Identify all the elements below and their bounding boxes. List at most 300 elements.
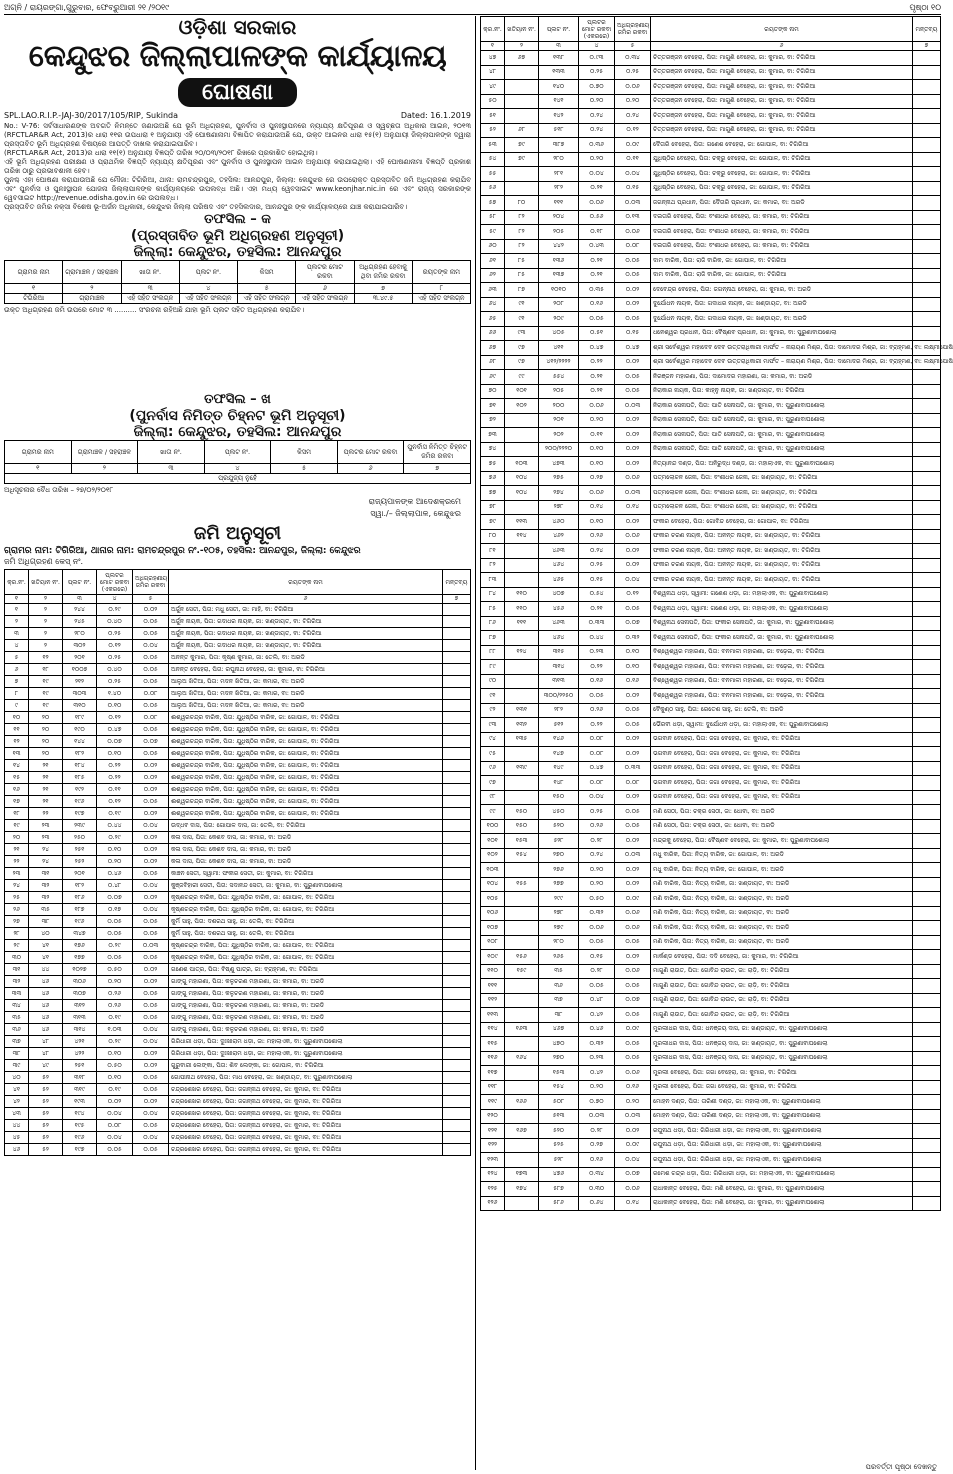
table-cell: ୪୩ [5,1108,29,1120]
table-cell: ଦାମ ବାରିକ, ପିତା: ରାଜି ବାରିକ, ଜା: ଗୋପାଳ, ବା: ଟିଗିରିଆ [651,268,913,283]
table-cell: ପ୍ଲଟର ମୋଟ ରକବା [337,441,404,464]
table-cell: ବିଶ୍ୱନାଥ ସେନାପତି, ପିତା: ଫକୀର ସେନାପତି, ଜା: କୁମାର, ବା: ପୁରୁଣାବାଘଶୋଲା [651,616,913,631]
table-cell: ୪୬୦ [539,515,579,530]
table-cell: ୦.୧୫ [615,326,651,341]
table-cell [505,993,539,1008]
table-cell: ୦.୦୫ [97,1144,133,1156]
table-cell: ୦.୨୭ [579,471,615,486]
table-cell: ୯୩ [481,718,505,733]
table-cell: ଚିତ୍ତରଞ୍ଜନ ବେହେରା, ପିତା: ମାଗୁଣି ବେହେରା, ଜା: କୁମାର, ବା: ଟିଗିରିଆ [651,80,913,95]
table-cell: ୩୪ [5,1000,29,1012]
table-cell: ୦.୦୫ [133,616,169,628]
table-cell: ୧୧୩ [481,1008,505,1023]
table-cell: ୨୧ [29,784,63,796]
table-cell: ମୁରଲୀ ବେହେରା, ପିତା: ଜଗା ବେହେରା, ଜା: କୁମାର, ବା: ଟିଗିରିଆ [651,1080,913,1095]
table-cell: ୪୮ [481,65,505,80]
remarks-cell [443,676,471,688]
remarks-cell [913,283,941,298]
table-cell: ଗାଙ୍ଗୁ ମହାରଣା, ପିତା: କଳୁଚରଣ ମହାରଣା, ଜା: କମାର, ବା: ଅରଡି [169,988,443,1000]
table-cell: ୧୨୦ [481,1109,505,1124]
table-cell: ୨୫୧ [63,844,97,856]
table-row [5,1096,471,1108]
table-cell: ୧୪ [5,760,29,772]
table-row [5,1000,471,1012]
table-cell: ଚନ୍ଦ୍ରଶେଖର ବେହେରା, ପିତା: ଜଗନ୍ନାଥ ବେହେରା, ଜା: କୁମାର, ବା: ଟିଗିରିଆ [169,1108,443,1120]
table-cell: ୧୨୧ [481,1124,505,1139]
table-cell [505,80,539,95]
table-cell: ୪୪ [5,1120,29,1132]
table-cell: ୨୭୪ [539,486,579,501]
table-cell: ୧୪୨ [539,109,579,124]
table-cell: ବୈକୁଣ୍ଠ ସାହୁ, ପିତା: ରେତେଶ ସାହୁ, ଜା: ତେଲି, ବା: ଅରଡି [651,703,913,718]
table-cell: ୨୭୭ [539,877,579,892]
remarks-cell [913,979,941,994]
table-cell: କୃଷ୍ଣଚନ୍ଦ୍ର ବାରିକ, ପିତା: ଯୁଧିଷ୍ଠିର ବାରିକ, ଜା: ଗୋପାଳ, ବା: ଟିଗିରିଆ [169,952,443,964]
table-cell: ୦.୦୪ [97,1108,133,1120]
table-cell: ୨୩ [29,820,63,832]
table-cell: ୫୧୨ [539,718,579,733]
table-cell: ୦.୦୪ [133,880,169,892]
table-cell: ୦.୦୪ [615,1153,651,1168]
remarks-cell [913,993,941,1008]
table-cell: ୦.୦୯ [615,1022,651,1037]
remarks-cell [443,1108,471,1120]
table-cell: ୪୪ [29,964,63,976]
table-cell: ୦.୨୨ [97,760,133,772]
remarks-cell [913,732,941,747]
table-cell: ୧୯୬ [63,796,97,808]
table-cell: ୦.୧୨ [615,587,651,602]
table-cell: ଦଇତାରି ବେହେରା, ପିତା: ବଂଶୀଧର ବେହେରା, ଜା: କମାର, ବା: ଟିଗିରିଆ [651,210,913,225]
table-cell: ୦.୦୫ [133,1012,169,1024]
table-cell: ୫୨ [29,1108,63,1120]
table-cell: ୦.୫୦ [579,892,615,907]
table-cell: ୦.୫୬ [579,210,615,225]
table-cell: ୨୫୧ [63,1060,97,1072]
table-row [481,457,941,472]
table-cell: ବିଶ୍ୱେଶ୍ୱର ମହାରଣା, ପିତା: ବନମାଳୀ ମହାରଣା, ଜା: ବଢ଼େଇ, ବା: ଟିଗିରିଆ [651,660,913,675]
table-cell: ୫୬ [481,181,505,196]
table-cell: ଯୁଧିଷ୍ଠିର ବେହେରା, ପିତା: ଚକ୍ରୁ ବେହେରା, ଜା: ଗୋପାଳ, ବା: ଟିଗିରିଆ [651,152,913,167]
table-row [5,880,471,892]
table-cell: ୦.୨୫ [579,558,615,573]
table-row [481,413,941,428]
table-cell: ୩୦୭ [63,988,97,1000]
table-row [5,832,471,844]
table-cell: ୧୯୦ [63,724,97,736]
table-cell: ୦.୦୩ [615,399,651,414]
table-cell: ପ୍ଲଟର ମୋଟ ରକବା [296,261,354,284]
table-row [5,760,471,772]
table-cell: ୨୭୬ [539,863,579,878]
table-cell: ୬୧ [481,254,505,269]
remarks-cell [443,976,471,988]
table-cell: କିସମ [271,441,338,464]
table-row [481,1182,941,1197]
table-cell: ମୁରଲୀଧର ଦାସ, ପିତା: ଧନଞ୍ଜୟ ଦାସ, ଜା: ଖଣ୍ଡାୟତ, ବା: ପୁରୁଣାବାଘଶୋଲା [651,1051,913,1066]
table-row [481,51,941,66]
table-cell: ଉଦ୍ଧବ ଦାସ, ପିତା: ଗୋପାଳ ଦାସ, ଜା: ତେଲି, ବା: ଟିଗିରିଆ [169,820,443,832]
table-cell: ୦.୦୨ [615,747,651,762]
table-cell: ୭୯ [505,138,539,153]
table-cell: ୩୮ [539,1008,579,1023]
table-cell: ୩୭ [5,1036,29,1048]
table-cell: ୦.୨୭ [579,1138,615,1153]
table-cell: ଏହି ସହିତ ସଂଲଗ୍ନ [179,294,237,304]
table-cell: ୨ [71,464,138,474]
table-cell: ଅଧିଗ୍ରହଣୀୟ ଜମିର ରକବା [133,570,169,595]
table-cell: ୩୧୦ [63,700,97,712]
table-cell: ୧୯ [29,688,63,700]
table-cell: ୫୧ [481,109,505,124]
table-row [481,312,941,327]
table-cell: ୨୭୦ [539,848,579,863]
signature-line-2: ସ୍ୱା./– ଜିଲ୍ଲାପାଳ, କେନ୍ଦୁଝର [370,509,461,518]
table-cell: ୭୭ [481,486,505,501]
table-row [481,1138,941,1153]
table-cell: ୦.୧୯ [97,808,133,820]
table-row [481,167,941,182]
table-row [481,1008,941,1023]
table-cell: ୦.୪୪ [97,820,133,832]
table-cell: ଗାଙ୍ଗୁ ମହାରଣା, ପିତା: କଳୁଚରଣ ମହାରଣା, ଜା: କମାର, ବା: ଅରଡି [169,1012,443,1024]
table-cell: ୨୦୧ [63,652,97,664]
table-cell: ୦.୧୨ [615,123,651,138]
table-cell: ବିଶ୍ୱନାଥ ଧଡ଼ା, ସ୍ୱାମୀ: ଗଣେଶ ଧଡ଼ା, ଜା: ମହାଲାଏକ, ବା: ପୁରୁଣାବାଘଶୋଲା [651,587,913,602]
table-cell: ୨୬୫ [539,950,579,965]
table-cell: ୦.୦୩ [133,940,169,952]
table-row [5,940,471,952]
table-cell: ୪୬୭ [539,1022,579,1037]
table-cell: ୭୬ [481,471,505,486]
table-cell: ୦.୨୫ [579,65,615,80]
remarks-cell [443,652,471,664]
table-cell: ରାଧାକାନ୍ତ ବେହେରା, ପିତା: ମଣି ବେହେରା, ଜା: କୁମାର, ବା: ପୁରୁଣାବାଘଶୋଲା [651,1182,913,1197]
table-cell: ଖାତା ନଂ. [138,441,205,464]
table-row [5,1060,471,1072]
remarks-cell [913,384,941,399]
publication-date: ଅଧିସୂଚନାର ବୈଧ ତାରିଖ – ୨୭/୦୨/୨୦୧୮ [4,486,114,494]
table-cell: ଦଇତାରି ବେହେରା, ପିତା: ବଂଶୀଧର ବେହେରା, ଜା: କମାର, ବା: ଟିଗିରିଆ [651,225,913,240]
table-row [5,664,471,676]
table-cell: ୮୦ [505,196,539,211]
table-cell: ୩୫ [29,904,63,916]
table-cell: ୦.୦୨ [615,689,651,704]
table-cell: ୪୦ [5,1072,29,1084]
table-cell: ଫକୀର ଚରଣ ନାୟକ, ପିତା: ଅନନ୍ତ ନାୟକ, ଜା: ଖଣ୍ଡାୟତ, ବା: ଟିଗିରିଆ [651,544,913,559]
remarks-cell [443,880,471,892]
table-row [5,1144,471,1156]
table-cell: ୦.୦୬ [615,1182,651,1197]
table-cell: ଭୈରବୀ ଧଡ଼ା, ସ୍ୱାମୀ: ଦୁର୍ଯୋଧନ ଧଡ଼ା, ଜା: ମହାଲାଏକ, ବା: ପୁରୁଣାବାଘଶୋଲା [651,718,913,733]
table-cell: ୧୦୧୦ [539,283,579,298]
table-cell: ୦.୧୦ [97,700,133,712]
table-cell: ୦.୪୭ [615,341,651,356]
table-cell: ୦.୦୮ [133,688,169,700]
table-cell: ୦.୦୨ [133,808,169,820]
table-cell: ୦.୦୬ [615,225,651,240]
table-cell: ୦.୦୫ [133,868,169,880]
table-row [481,65,941,80]
table-cell: ୦.୦୨ [615,413,651,428]
table-cell: ୦.୧୦ [97,844,133,856]
table-cell: ୪୬ [29,1024,63,1036]
table-cell: ବିଶ୍ୱେଶ୍ୱର ମହାରଣା, ପିତା: ବନମାଳୀ ମହାରଣା, ଜା: ବଢ଼େଇ, ବା: ଟିଗିରିଆ [651,674,913,689]
table-cell: ୧୯୩ [63,1096,97,1108]
remarks-cell [443,784,471,796]
table-cell: ୦.୧୭ [97,904,133,916]
table-cell: ୩୨ [29,880,63,892]
table-cell [505,892,539,907]
table-cell: ୧୫ [5,772,29,784]
table-cell: ୩୫ [5,1012,29,1024]
table-cell: ଈଶ୍ୱରଚନ୍ଦ୍ର ବାରିକ, ପିତା: ଯୁଧିଷ୍ଠିର ବାରିକ, ଜା: ଗୋପାଳ, ବା: ଟିଗିରିଆ [169,712,443,724]
table-cell: ୦.୪୬ [97,868,133,880]
table-cell [505,631,539,646]
table-cell: ୩୬ [539,979,579,994]
remarks-cell [913,1153,941,1168]
table-cell: ୨୪୪ [63,604,97,616]
table-cell: ୨ [29,640,63,652]
table-cell [505,1109,539,1124]
table-cell [505,167,539,182]
table-cell: ୧୧୩ [505,515,539,530]
table-cell: ୦.୦୨ [615,863,651,878]
table-cell: ୦.୦୨ [133,1060,169,1072]
table-cell: ୪୬୩ [539,616,579,631]
table-cell: ୧୦୫ [481,892,505,907]
table-cell: ଗିରିଧାରୀ ଧଡ଼ା, ପିତା: ଦୁଃଖୀରାମ ଧଡ଼ା, ଜା: ମହାଲାଏକ, ବା: ପୁରୁଣାବାଘଶୋଲା [169,1048,443,1060]
table-cell: ୦.୦୫ [615,1008,651,1023]
table-cell: ଚନ୍ଦ୍ରଶେଖର ବେହେରା, ପିତା: ଜଗନ୍ନାଥ ବେହେରା, ଜା: କୁମାର, ବା: ଟିଗିରିଆ [169,1084,443,1096]
remarks-cell [913,950,941,965]
remarks-cell [913,109,941,124]
table-cell: ୦.୨୬ [579,819,615,834]
table-cell: ୦.୨୦ [615,94,651,109]
table-cell: ୫୨୮ [539,834,579,849]
table-cell: ୭ [5,676,29,688]
table-row [481,1095,941,1110]
table-cell: ୧୯୨ [63,784,97,796]
reference-line [4,111,471,120]
table-cell: ୦.୩୨ [579,906,615,921]
table-cell: ୦.୧୯ [97,1084,133,1096]
table-cell: ୦.୦୭ [615,1167,651,1182]
table-cell: ୦.୦୨ [615,558,651,573]
table-cell: ୪୬୩ [539,544,579,559]
table-cell: ୧୪୭ [539,747,579,762]
table-cell: ୨୮୦ [63,628,97,640]
table-cell: ୪୭୩ [539,457,579,472]
table-cell: ୧୧୦ [505,587,539,602]
table-cell: ୧୧୯ [481,1095,505,1110]
table-row [481,210,941,225]
table-row [5,796,471,808]
table-cell: ୪୬ [29,1012,63,1024]
table-row [5,784,471,796]
table-row [5,820,471,832]
remarks-cell [913,1066,941,1081]
table-cell: ୦.୦୮ [133,712,169,724]
schedule-a-subtitle: (ପ୍ରସ୍ତାବିତ ଭୂମି ଅଧିଗ୍ରହଣ ଅନୁସୂଚୀ) [130,228,345,244]
table-row [481,602,941,617]
table-cell: ୧୨୬ [481,1196,505,1211]
remarks-cell [443,1132,471,1144]
land-schedule-title: ଜମି ଅନୁସୂଚୀ [193,523,282,544]
table-cell: ୧୯ [29,676,63,688]
table-cell: ୦.୦୫ [615,935,651,950]
table-cell: ୨୫୦ [63,832,97,844]
table-cell: ୨୦୫ [539,384,579,399]
table-cell: ୦.୪୮ [97,880,133,892]
table-cell: ୧୩୭ [539,268,579,283]
table-cell: ମାଗୁଣି ରାଉତ, ପିତା: ଗୋବିନ୍ଦ ରାଉତ, ଜା: ରାଡ଼ି, ବା: ଟିଗିରିଆ [651,1008,913,1023]
table-cell: ୪୦୫ [539,326,579,341]
remarks-cell [443,964,471,976]
table-cell: ମଣି ସେଠୀ, ପିତା: ଚକ୍ର ସେଠୀ, ଜା: ଧୋବା, ବା: ଅରଡି [651,819,913,834]
land-table-left [4,569,471,1156]
table-row [481,921,941,936]
table-cell: ୯୯ [481,805,505,820]
table-cell: ପତ୍ମଲୋଚନ ଜେନା, ପିତା: ବଂଶୀଧର ଜେନା, ଜା: ଖଣ୍ଡାୟତ, ବା: ଟିଗିରିଆ [651,471,913,486]
table-row [5,892,471,904]
table-row [481,790,941,805]
table-cell: ୫୨ [29,1096,63,1108]
table-cell: ୮୪ [481,587,505,602]
table-cell: ୦.୦୫ [133,1084,169,1096]
table-cell: ୦.୦୫ [133,988,169,1000]
table-cell: ଭଗବାନ ବେହେରା, ପିତା: ଜଗା ବେହେରା, ଜା: କୁମାର, ବା: ଟିଗିରିଆ [651,761,913,776]
table-cell: ନିତ୍ୟାନନ୍ଦ ଦଣ୍ଡ, ପିତା: ଅନିରୁଦ୍ଧ ଦଣ୍ଡ, ଜା: ମହାଲାଏକ, ବା: ପୁରୁଣାବାଘଶୋଲା [651,457,913,472]
table-row [5,628,471,640]
table-cell: ରାଧାକାନ୍ତ ବେହେରା, ପିତା: ମଣି ବେହେରା, ଜା: କୁମାର, ବା: ପୁରୁଣାବାଘଶୋଲା [651,1196,913,1211]
remarks-cell [443,1096,471,1108]
table-row [5,964,471,976]
table-cell: ୧୦୨ [505,399,539,414]
table-cell: ୩୭ [539,993,579,1008]
table-cell: ଗ୍ରାମାଞ୍ଚଳ [63,294,121,304]
table-cell: ୦.୪୪ [579,631,615,646]
table-cell: ୦.୨୯ [97,832,133,844]
table-cell: ୧୫୩ [505,834,539,849]
table-cell: ୦.୦୬ [579,921,615,936]
table-cell: ବିଶ୍ୱେଶ୍ୱର ମହାରଣା, ପିତା: ବନମାଳୀ ମହାରଣା, ଜା: ବଢ଼େଇ, ବା: ଟିଗିରିଆ [651,645,913,660]
table-cell: ଗିରିଧାରୀ ଧଡ଼ା, ପିତା: ଦୁଃଖୀରାମ ଧଡ଼ା, ଜା: ମହାଲାଏକ, ବା: ପୁରୁଣାବାଘଶୋଲା [169,1036,443,1048]
table-cell: ୫୨ [29,1084,63,1096]
table-cell: ୧୪୯ [539,761,579,776]
table-cell: ୦.୦୫ [579,312,615,327]
table-cell: ୦.୪୦ [97,664,133,676]
table-row [481,268,941,283]
schedule-b-district: ଜିଲ୍ଲା: କେନ୍ଦୁଝର, ତହସିଲ: ଆନନ୍ଦପୁର [133,424,342,440]
table-cell: ୨୦୦ [539,399,579,414]
remarks-cell [443,820,471,832]
remarks-cell [913,268,941,283]
table-cell: ୦.୧୫ [615,181,651,196]
table-cell: ୬ [651,42,913,51]
table-cell: ୯୧ [505,312,539,327]
table-cell: ୧୯୪ [63,1108,97,1120]
table-cell: ମୁରଲୀଧର ଦାସ, ପିତା: ଧନଞ୍ଜୟ ଦାସ, ଜା: ଖଣ୍ଡାୟତ, ବା: ପୁରୁଣାବାଘଶୋଲା [651,1037,913,1052]
table-cell: ୧୫୬ [505,950,539,965]
table-cell: ୯୩ [505,326,539,341]
table-cell: ୨ [505,42,539,51]
table-cell: ୦.୨୦ [579,877,615,892]
table-cell: ୨୯ [5,940,29,952]
table-cell: ୦.୦୨ [133,892,169,904]
table-cell: ଚନ୍ଦ୍ରଶେଖର ବେହେରା, ପିତା: ଜଗନ୍ନାଥ ବେହେରା, ଜା: କୁମାର, ବା: ଟିଗିରିଆ [169,1120,443,1132]
table-cell: ୦.୦୫ [133,628,169,640]
table-cell: ୦.୦୬ [579,399,615,414]
table-cell: ୩ [539,42,579,51]
table-cell: ୧୧୧ [481,979,505,994]
table-cell: ୧୦୧ [505,384,539,399]
table-cell: ୨୯୯ [539,892,579,907]
table-cell: ୪୯ [29,1060,63,1072]
table-cell: ୦.୨୬ [97,988,133,1000]
table-cell: ୦.୯୩ [579,51,615,66]
table-row [481,877,941,892]
table-cell: ୨ [63,284,121,294]
table-cell: ୩୨ [29,892,63,904]
table-cell: ୪୯ [481,80,505,95]
table-cell: ୧୭୩ [505,1167,539,1182]
table-cell: ୦.୦୪ [133,1036,169,1048]
table-cell: ୧.୦୩ [97,1024,133,1036]
table-cell: ୪୧ [29,940,63,952]
table-cell: ୦.୦୪ [133,1024,169,1036]
table-cell: ୧୯ [29,700,63,712]
table-cell: ୦.୪୮ [579,993,615,1008]
table-cell: ୫୧୮ [539,123,579,138]
table-cell: ୦.୨୬ [97,1000,133,1012]
table-row [5,652,471,664]
office-title: କେନ୍ଦୁଝର ଜିଲ୍ଲାପାଳଙ୍କ କାର୍ଯ୍ୟାଳୟ [28,39,447,74]
table-cell: ୦.୦୫ [579,689,615,704]
signature-line-1: ରାଜ୍ୟପାଳଙ୍କ ଆଦେଶକ୍ରମେ [368,497,461,506]
table-cell: ୦.୦୩ [579,1109,615,1124]
table-row [481,399,941,414]
table-cell: ୨୮ [5,928,29,940]
table-cell: ୦.୦୫ [133,928,169,940]
table-cell [505,428,539,443]
table-cell: ୩୦୨ [63,640,97,652]
table-cell: ୦.୨୧ [579,268,615,283]
table-cell: ୦.୦୫ [615,312,651,327]
table-row [481,486,941,501]
table-cell: ୭ [354,284,412,294]
table-cell: ୦.୧୨ [97,712,133,724]
table-cell: ୧୨୨ [481,1138,505,1153]
table-cell: ୦.୦୨ [133,832,169,844]
table-cell: ୦.୨୨ [579,660,615,675]
table-row [481,341,941,356]
table-row [5,1036,471,1048]
table-cell: ୦.୦୨ [615,544,651,559]
table-cell: ୩୩ [5,988,29,1000]
remarks-cell [443,1048,471,1060]
table-cell: ୧୫୦ [539,790,579,805]
table-cell: ୦.୪୦ [97,616,133,628]
table-row [5,1024,471,1036]
table-cell: ୧୦୨୭ [63,964,97,976]
table-cell: ୩୦୬ [63,976,97,988]
remarks-cell [443,772,471,784]
remarks-cell [913,196,941,211]
table-cell: ୩୪୭ [63,928,97,940]
table-cell: ୬୨ [481,268,505,283]
table-row [481,544,941,559]
